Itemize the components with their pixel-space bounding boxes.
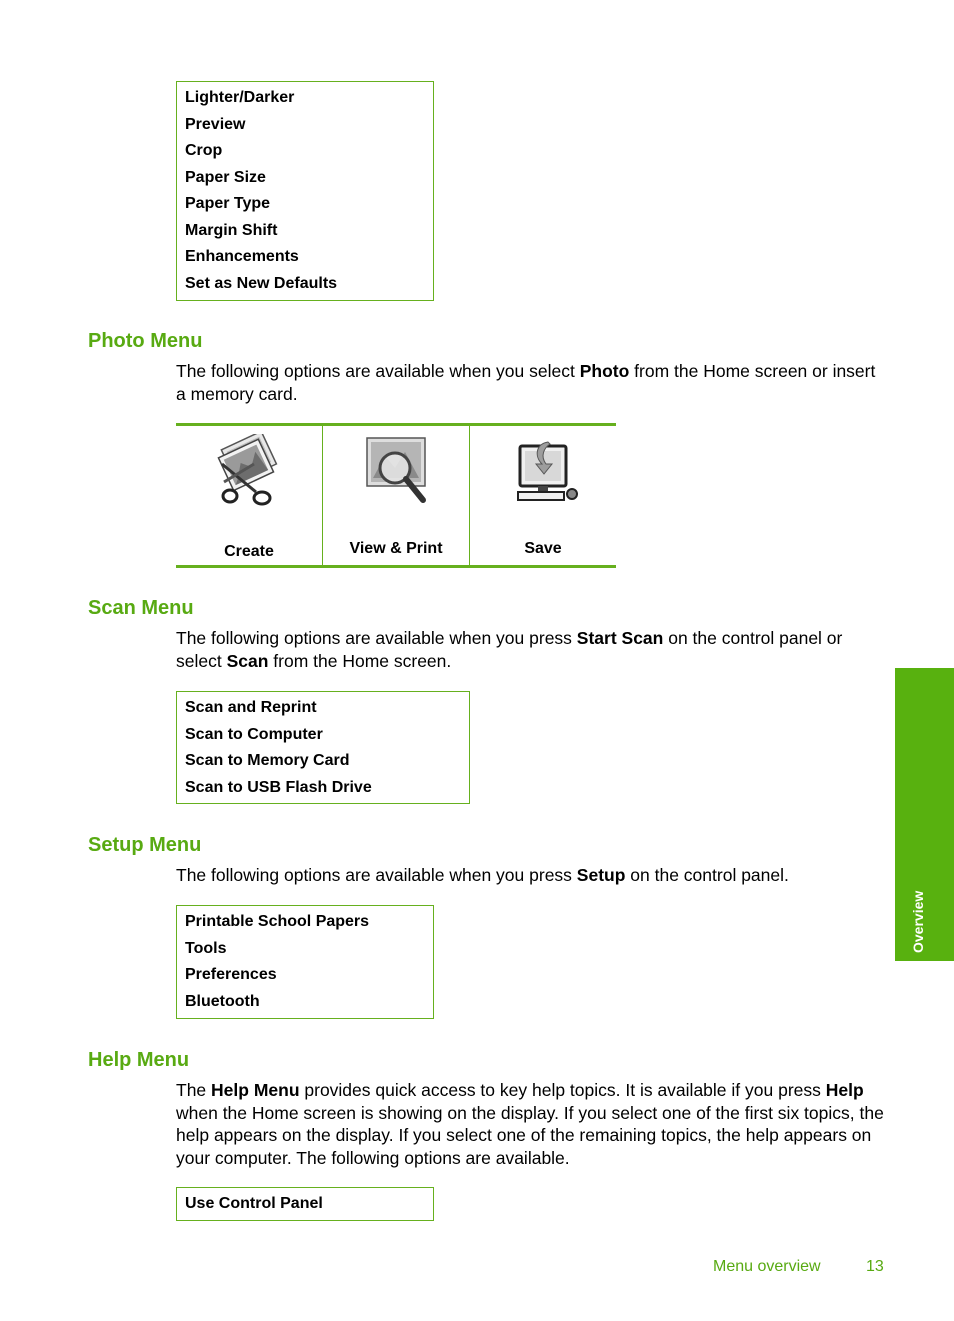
copy-menu-box bbox=[176, 81, 434, 301]
photo-option-label: Create bbox=[224, 543, 274, 560]
menu-item: Printable School Papers bbox=[185, 913, 370, 930]
menu-item: Scan to USB Flash Drive bbox=[185, 778, 372, 796]
menu-item: Enhancements bbox=[185, 248, 299, 265]
menu-item: Preview bbox=[185, 115, 246, 133]
photo-option-label: Save bbox=[524, 540, 562, 557]
photo-menu-intro: The following options are available when you select Photo from the Home screen or insert a memory card. bbox=[176, 361, 876, 404]
photo-option-save bbox=[469, 426, 616, 565]
scan-menu-box bbox=[176, 691, 470, 804]
menu-item: Crop bbox=[185, 142, 223, 159]
menu-item: Scan to Computer bbox=[185, 725, 323, 743]
setup-menu-box bbox=[176, 905, 434, 1019]
menu-item: Scan to Memory Card bbox=[185, 752, 350, 769]
photo-option-create bbox=[176, 426, 322, 565]
setup-menu-heading: Setup Menu bbox=[88, 834, 202, 856]
menu-item: Scan and Reprint bbox=[185, 699, 317, 716]
photo-option-view-print bbox=[322, 426, 469, 565]
scissors-photo-icon bbox=[176, 434, 322, 514]
scan-menu-intro: The following options are available when you press Start Scan on the control panel or select Scan from the Home screen. bbox=[176, 628, 843, 671]
menu-item: Lighter/Darker bbox=[185, 89, 295, 106]
menu-item: Use Control Panel bbox=[185, 1195, 323, 1212]
computer-save-icon bbox=[470, 434, 616, 514]
footer-section-title: Menu overview bbox=[713, 1258, 821, 1275]
menu-item: Paper Type bbox=[185, 195, 271, 212]
menu-item: Paper Size bbox=[185, 168, 266, 186]
setup-menu-intro: The following options are available when you press Setup on the control panel. bbox=[176, 865, 789, 885]
menu-item: Bluetooth bbox=[185, 992, 260, 1010]
help-menu-intro: The Help Menu provides quick access to key help topics. It is available if you press Help when the Home screen is showing on the display. If you select one of the first six topics, the help appears on the display. If you select one of the remaining topics, the help appears on your computer. The following options are available. bbox=[176, 1080, 884, 1168]
magnifier-photo-icon bbox=[323, 434, 469, 514]
side-tab bbox=[895, 668, 954, 961]
side-tab-label: Overview bbox=[910, 890, 926, 953]
footer-page-number: 13 bbox=[866, 1258, 884, 1275]
photo-menu-heading: Photo Menu bbox=[88, 330, 203, 352]
scan-menu-heading: Scan Menu bbox=[88, 597, 194, 619]
help-menu-box bbox=[176, 1187, 434, 1221]
menu-item: Set as New Defaults bbox=[185, 274, 338, 292]
menu-item: Margin Shift bbox=[185, 221, 278, 239]
menu-item: Tools bbox=[185, 939, 227, 957]
photo-options-table bbox=[176, 423, 616, 568]
photo-option-label: View & Print bbox=[349, 540, 443, 557]
menu-item: Preferences bbox=[185, 966, 277, 983]
help-menu-heading: Help Menu bbox=[88, 1049, 190, 1071]
